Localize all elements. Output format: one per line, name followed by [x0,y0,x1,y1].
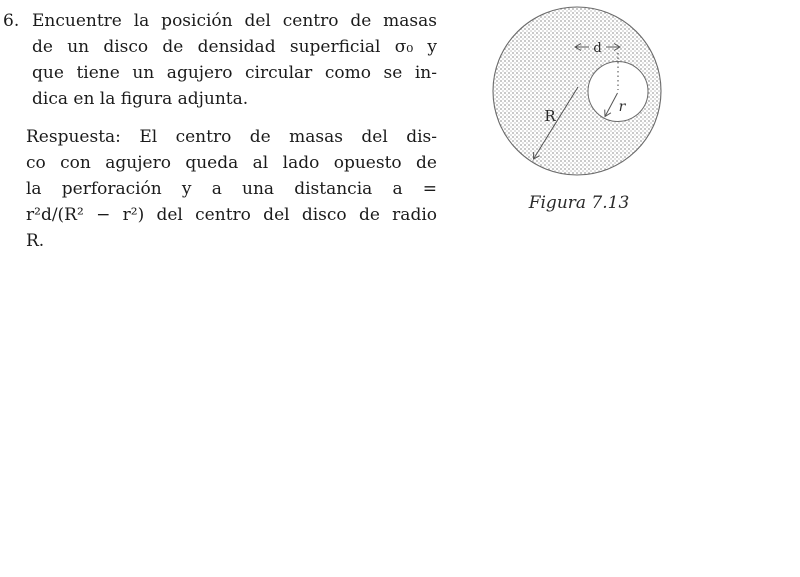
answer-line: co con agujero queda al lado opuesto de [26,153,437,173]
problem-number: 6. [3,11,20,31]
problem-statement-text [32,8,437,112]
statement-line: de un disco de densidad superficial σ₀ y [32,37,437,57]
statement-line: Encuentre la posición del centro de masas [32,11,437,31]
label-d: d [593,41,602,56]
answer-line: Respuesta: El centro de masas del dis- [26,127,437,147]
answer-line: R. [26,231,45,251]
answer-line: la perforación y a una distancia a = [26,179,437,199]
label-R: R [544,107,556,125]
problem-item [3,8,437,112]
answer-line: r²d/(R² − r²) del centro del disco de radio [26,205,437,225]
disk-with-hole-diagram [480,0,700,220]
figure-caption: Figura 7.13 [528,193,630,213]
answer-paragraph [26,124,437,254]
label-r: r [618,99,626,115]
statement-line: que tiene un agujero circular como se in- [32,63,437,83]
statement-line: dica en la figura adjunta. [32,89,249,109]
figure-7-13 [480,0,700,220]
